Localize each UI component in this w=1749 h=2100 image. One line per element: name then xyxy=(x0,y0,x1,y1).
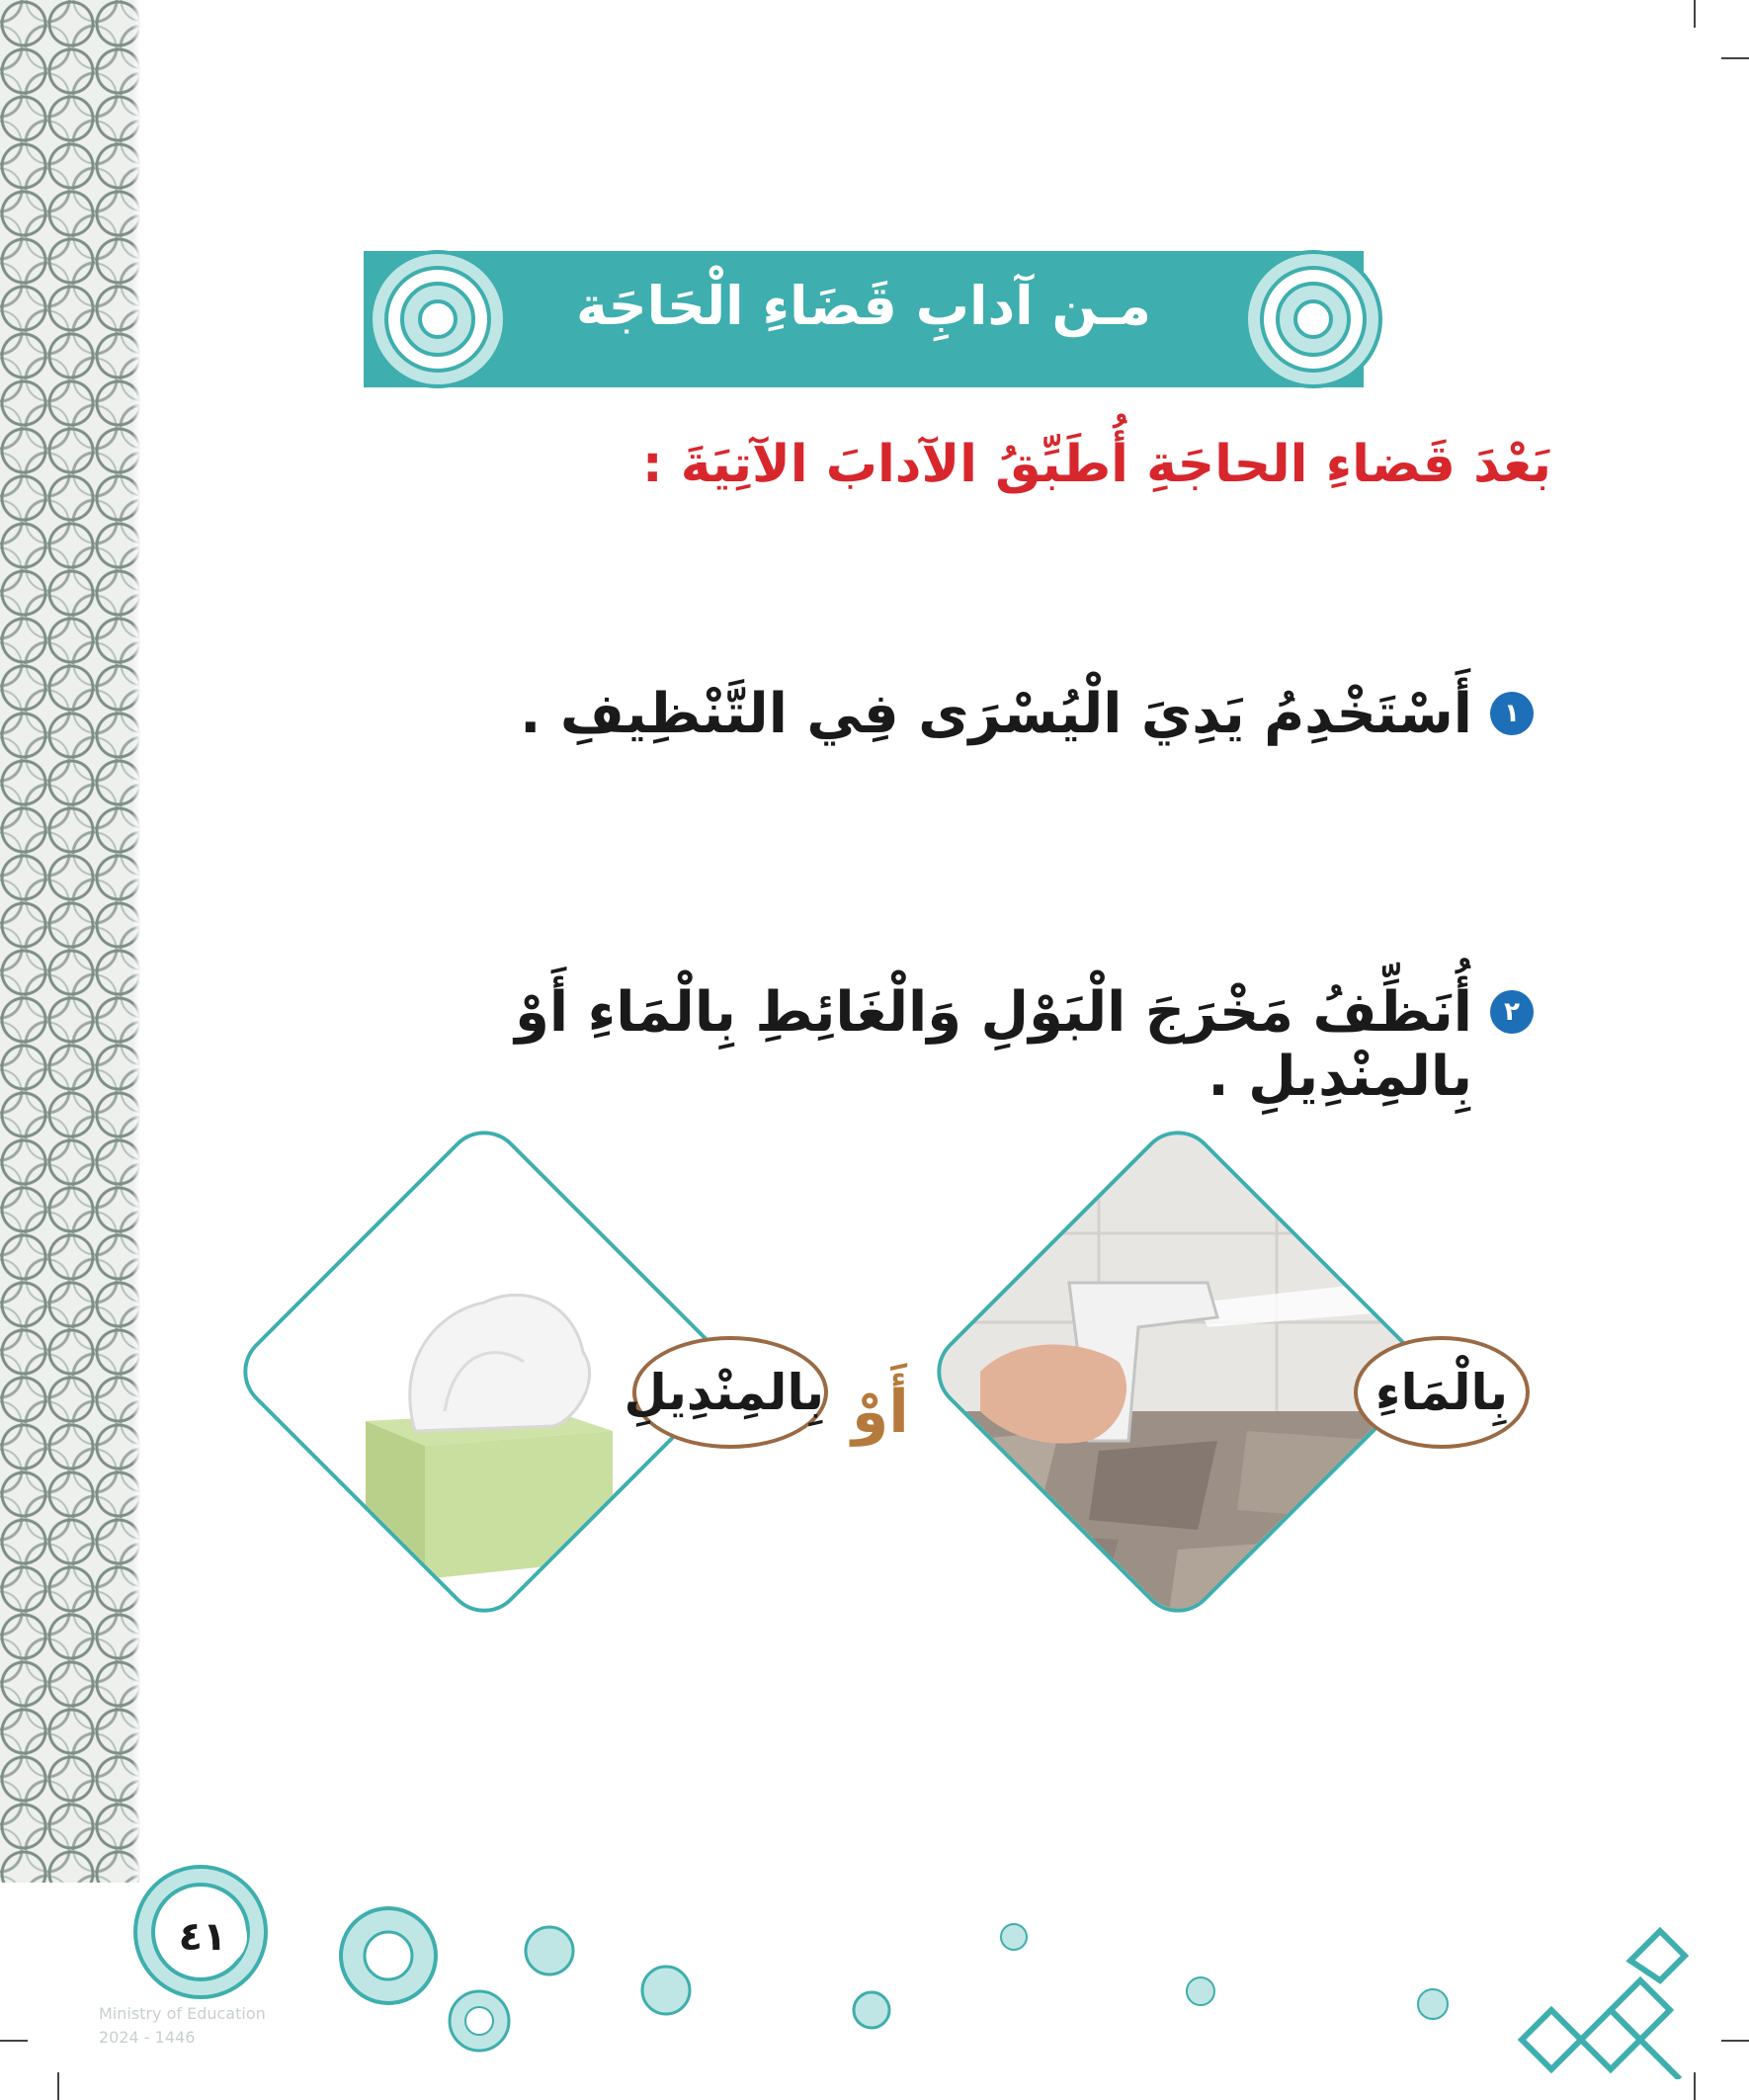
crop-mark xyxy=(57,2072,59,2100)
crop-mark xyxy=(0,2040,28,2042)
number-badge: ٢ xyxy=(1490,990,1534,1034)
page-title: مـن آدابِ قَضَاءِ الْحَاجَة xyxy=(576,275,1151,337)
year-text: 2024 - 1446 xyxy=(99,2028,196,2047)
crop-mark xyxy=(1694,2072,1696,2100)
page-number: ٤١ xyxy=(158,1907,247,1967)
rosette-icon xyxy=(1415,1986,1451,2022)
ministry-text: Ministry of Education xyxy=(99,2004,266,2023)
water-label: بِالْمَاءِ xyxy=(1354,1336,1530,1449)
crop-mark xyxy=(1694,0,1696,28)
side-decorative-pattern xyxy=(0,0,140,1883)
title-banner xyxy=(364,251,1364,387)
rosette-icon xyxy=(998,1921,1030,1953)
rosette-icon xyxy=(638,1963,694,2018)
or-label: أَوْ xyxy=(852,1378,909,1447)
rosette-icon xyxy=(522,1923,577,1978)
water-sprayer-icon xyxy=(921,1115,1435,1629)
rosette-icon xyxy=(1239,245,1387,393)
water-sprayer-image xyxy=(921,1115,1435,1629)
crop-mark xyxy=(1721,57,1749,59)
list-item-text: أَسْتَخْدِمُ يَدِيَ الْيُسْرَى فِي التَّنْظِيفِ . xyxy=(520,682,1472,746)
crop-mark xyxy=(1721,2040,1749,2042)
tissue-label: بِالمِنْدِيلِ xyxy=(632,1336,828,1449)
subtitle: بَعْدَ قَضاءِ الحاجَةِ أُطَبِّقُ الآدابَ الآتِيَةَ : xyxy=(641,435,1551,494)
list-item xyxy=(287,682,1520,746)
rosette-icon xyxy=(334,1901,443,2010)
number-badge: ١ xyxy=(1490,692,1534,735)
rosette-icon xyxy=(364,245,512,393)
geometric-corner-decoration xyxy=(1512,1901,1690,2079)
rosette-icon xyxy=(445,1986,514,2056)
list-item-text: أُنَظِّفُ مَخْرَجَ الْبَوْلِ وَالْغَائِطِ بِالْمَاءِ أَوْ بِالمِنْدِيلِ . xyxy=(515,980,1472,1109)
rosette-icon xyxy=(1184,1974,1217,2008)
rosette-icon xyxy=(850,1988,893,2032)
list-item xyxy=(287,980,1520,1109)
